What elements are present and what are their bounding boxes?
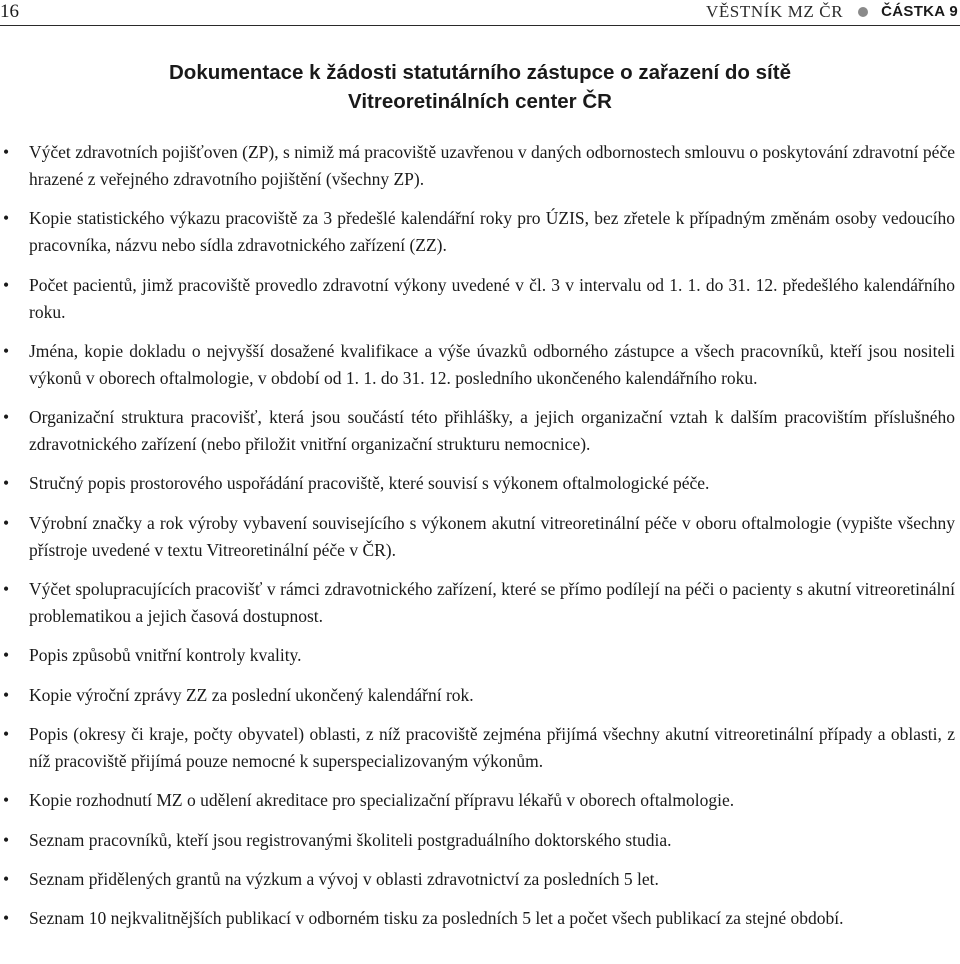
requirements-list [0, 139, 955, 944]
bullet-icon: • [3, 274, 10, 295]
page-number: 16 [0, 1, 19, 22]
journal-name: VĚSTNÍK MZ ČR [705, 2, 844, 21]
list-item-text: Kopie statistického výkazu pracoviště za 3 předešlé kalendářní roky pro ÚZIS, bez zřetele k případným změnám osoby vedoucího pracovníka, názvu nebo sídla zdravotnického zařízení (ZZ). [29, 208, 955, 256]
running-header [706, 1, 958, 23]
bullet-icon: • [3, 908, 10, 929]
bullet-icon: • [3, 512, 10, 533]
list-item-text: Seznam 10 nejkvalitnějších publikací v odborném tisku za posledních 5 let a počet všech publikací za stejné období. [29, 908, 844, 929]
issue-label: ČÁSTKA 9 [881, 3, 958, 20]
bullet-icon: • [3, 829, 10, 850]
bullet-icon: • [3, 142, 10, 162]
page-header [0, 0, 960, 26]
list-item [0, 272, 955, 326]
list-item-text: Seznam pracovníků, kteří jsou registrovanými školiteli postgraduálního doktorského studia. [29, 829, 672, 850]
list-item [0, 139, 955, 193]
list-item [0, 682, 955, 709]
list-item-text: Jména, kopie dokladu o nejvyšší dosažené kvalifikace a výše úvazků odborného zástupce a všech pracovníků, kteří jsou nositeli výkonů v oborech oftalmologie, v období od 1. 1. do 31. 12. posledního ukončeného kalendářního roku. [29, 340, 955, 388]
separator-dot-icon [858, 7, 868, 17]
list-item-text: Seznam přidělených grantů na výzkum a vývoj v oblasti zdravotnictví za posledních 5 let. [29, 868, 659, 889]
list-item [0, 205, 955, 259]
list-item-text: Popis (okresy či kraje, počty obyvatel) oblasti, z níž pracoviště zejména přijímá všechny akutní vitreoretinální případy a oblasti, z níž pracoviště přijímá pouze nemocné k superspecializovaným výkonům. [29, 723, 955, 771]
list-item-text: Organizační struktura pracovišť, která jsou součástí této přihlášky, a jejich organizační vztah k dalším pracovištím příslušného zdravotnického zařízení (nebo přiložit vnitřní organizační strukturu nemocnice). [29, 407, 955, 455]
bullet-icon: • [3, 684, 10, 705]
list-item [0, 866, 955, 893]
list-item [0, 576, 955, 630]
bullet-icon: • [3, 790, 10, 811]
bullet-icon: • [3, 723, 10, 744]
list-item [0, 721, 955, 775]
bullet-icon: • [3, 473, 10, 494]
bullet-icon: • [3, 340, 10, 361]
list-item-text: Kopie rozhodnutí MZ o udělení akreditace pro specializační přípravu lékařů v oborech oftalmologie. [29, 790, 735, 811]
list-item [0, 642, 955, 669]
list-item [0, 827, 955, 854]
list-item-text: Popis způsobů vnitřní kontroly kvality. [29, 645, 302, 666]
title-line-2: Vitreoretinálních center ČR [348, 90, 612, 113]
list-item-text: Kopie výroční zprávy ZZ za poslední ukončený kalendářní rok. [29, 684, 474, 705]
title-line-1: Dokumentace k žádosti statutárního zástupce o zařazení do sítě [169, 61, 791, 84]
list-item-text: Výrobní značky a rok výroby vybavení souvisejícího s výkonem akutní vitreoretinální péče v oboru oftalmologie (vypište všechny přístroje uvedené v textu Vitreoretinální péče v ČR). [29, 512, 955, 560]
list-item [0, 787, 955, 814]
list-item [0, 338, 955, 392]
list-item-text: Výčet spolupracujících pracovišť v rámci zdravotnického zařízení, které se přímo podílejí na péči o pacienty s akutní vitreoretinální problematikou a jejich časová dostupnost. [29, 579, 955, 627]
bullet-icon: • [3, 645, 10, 666]
list-item [0, 470, 955, 497]
list-item [0, 404, 955, 458]
bullet-icon: • [3, 208, 10, 229]
list-item [0, 510, 955, 564]
list-item-text: Stručný popis prostorového uspořádání pracoviště, které souvisí s výkonem oftalmologické péče. [29, 473, 710, 494]
bullet-icon: • [3, 579, 10, 600]
bullet-icon: • [3, 407, 10, 428]
document-title [0, 58, 960, 116]
list-item-text: Výčet zdravotních pojišťoven (ZP), s nimiž má pracoviště uzavřenou v daných odbornostech smlouvu o poskytování zdravotní péče hrazené z veřejného zdravotního pojištění (všechny ZP). [29, 142, 955, 189]
list-item-text: Počet pacientů, jimž pracoviště provedlo zdravotní výkony uvedené v čl. 3 v intervalu od 1. 1. do 31. 12. předešlého kalendářního roku. [29, 274, 955, 322]
bullet-icon: • [3, 868, 10, 889]
list-item [0, 905, 955, 932]
